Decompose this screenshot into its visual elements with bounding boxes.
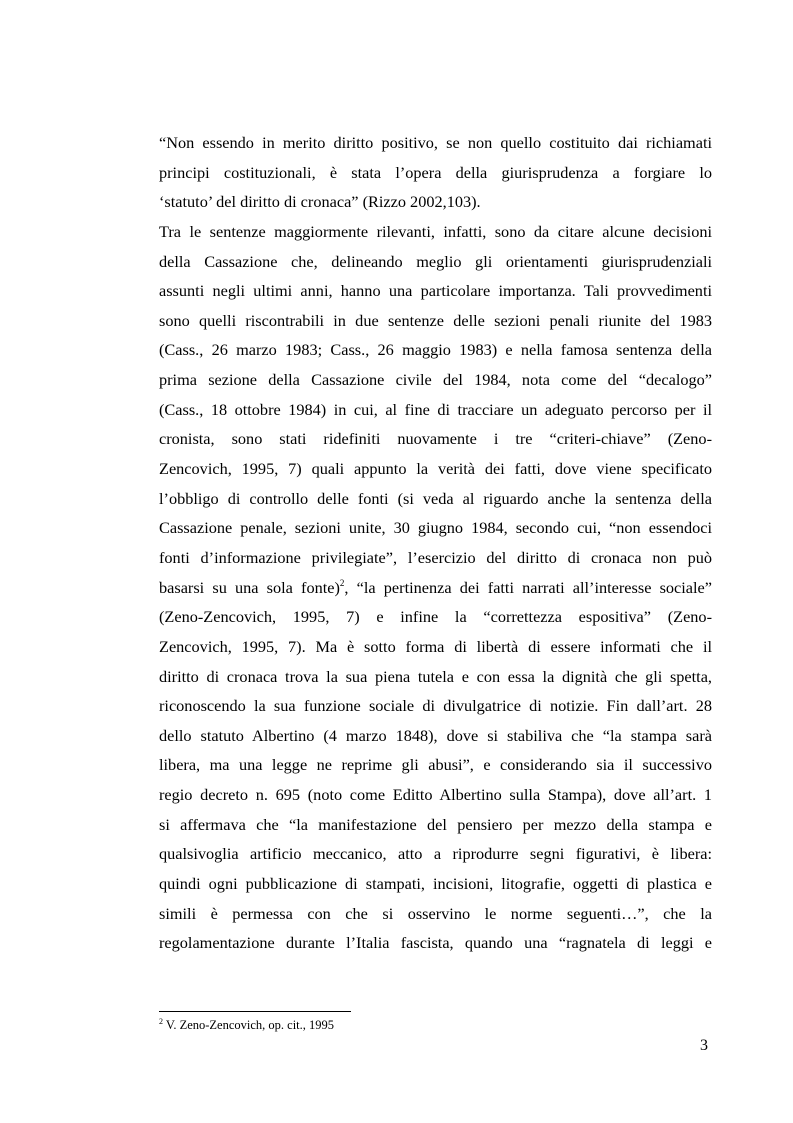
text-line-content: ‘statuto’ del diritto di cronaca” (Rizzo 2002,103).	[159, 192, 481, 212]
text-line-content: si affermava che “la manifestazione del pensiero per mezzo della stampa e	[159, 814, 712, 834]
text-line-content: regio decreto n. 695 (noto come Editto Albertino sulla Stampa), dove all’art. 1	[159, 785, 712, 805]
text-line-content: sono quelli riscontrabili in due sentenze delle sezioni penali riunite del 1983	[159, 310, 712, 330]
text-line	[159, 513, 712, 543]
text-line	[159, 187, 712, 217]
text-line-content: dello statuto Albertino (4 marzo 1848), dove si stabiliva che “la stampa sarà	[159, 725, 712, 745]
text-line	[159, 721, 712, 751]
text-line-content: Tra le sentenze maggiormente rilevanti, infatti, sono da citare alcune decisioni	[159, 221, 712, 241]
text-line-content: cronista, sono stati ridefiniti nuovamente i tre “criteri-chiave” (Zeno-	[159, 429, 712, 449]
text-line	[159, 899, 712, 929]
text-line	[159, 335, 712, 365]
footnote-separator	[159, 1011, 351, 1012]
text-line-content: della Cassazione che, delineando meglio gli orientamenti giurisprudenziali	[159, 251, 712, 271]
text-line	[159, 306, 712, 336]
text-line-content: quindi ogni pubblicazione di stampati, incisioni, litografie, oggetti di plastica e	[159, 874, 712, 894]
text-line	[159, 750, 712, 780]
text-line	[159, 128, 712, 158]
text-line-content: Cassazione penale, sezioni unite, 30 giugno 1984, secondo cui, “non essendoci	[159, 518, 712, 538]
text-line	[159, 602, 712, 632]
text-line-content: (Cass., 18 ottobre 1984) in cui, al fine di tracciare un adeguato percorso per il	[159, 399, 712, 419]
text-line	[159, 424, 712, 454]
text-line	[159, 662, 712, 692]
text-line	[159, 484, 712, 514]
text-line	[159, 158, 712, 188]
footnote-reference: 2	[339, 577, 345, 588]
text-line-content: regolamentazione durante l’Italia fascista, quando una “ragnatela di leggi e	[159, 933, 712, 953]
footnote-text: V. Zeno-Zencovich, op. cit., 1995	[163, 1018, 335, 1032]
text-line-content: riconoscendo la sua funzione sociale di divulgatrice di notizie. Fin dall’art. 28	[159, 696, 712, 716]
text-line	[159, 365, 712, 395]
text-line-content: fonti d’informazione privilegiate”, l’esercizio del diritto di cronaca non può	[159, 547, 712, 567]
text-line-content: simili è permessa con che si osservino le norme seguenti…”, che la	[159, 903, 712, 923]
text-line-content: qualsivoglia artificio meccanico, atto a riprodurre segni figurativi, è libera:	[159, 844, 712, 864]
text-line	[159, 632, 712, 662]
text-line	[159, 869, 712, 899]
text-line	[159, 454, 712, 484]
text-line	[159, 780, 712, 810]
text-line-content: “Non essendo in merito diritto positivo, se non quello costituito dai richiamati	[159, 133, 712, 152]
text-line-content: diritto di cronaca trova la sua piena tutela e con essa la dignità che gli spetta,	[159, 666, 712, 686]
text-line	[159, 691, 712, 721]
text-line-continuation: , “la pertinenza dei fatti narrati all’interesse sociale”	[344, 577, 713, 597]
text-line	[159, 543, 712, 573]
text-line	[159, 573, 712, 603]
text-line-content: assunti negli ultimi anni, hanno una particolare importanza. Tali provvedimenti	[159, 281, 712, 301]
text-line-content: Zencovich, 1995, 7). Ma è sotto forma di libertà di essere informati che il	[159, 636, 712, 656]
text-line-content: principi costituzionali, è stata l’opera della giurisprudenza a forgiare lo	[159, 162, 712, 182]
footnote-marker: 2	[159, 1017, 163, 1026]
text-line	[159, 217, 712, 247]
footnote	[159, 1018, 334, 1033]
text-line	[159, 810, 712, 840]
text-line-content: libera, ma una legge ne reprime gli abusi”, e considerando sia il successivo	[159, 755, 712, 775]
text-line	[159, 395, 712, 425]
page-number: 3	[700, 1037, 708, 1054]
text-line-content: (Cass., 26 marzo 1983; Cass., 26 maggio 1983) e nella famosa sentenza della	[159, 340, 712, 360]
text-line-content: (Zeno-Zencovich, 1995, 7) e infine la “correttezza espositiva” (Zeno-	[159, 607, 712, 627]
body-text	[159, 128, 712, 958]
text-line	[159, 928, 712, 958]
text-line-content: l’obbligo di controllo delle fonti (si veda al riguardo anche la sentenza della	[159, 488, 712, 508]
text-line	[159, 839, 712, 869]
text-line	[159, 247, 712, 277]
text-line	[159, 276, 712, 306]
text-line-content: Zencovich, 1995, 7) quali appunto la verità dei fatti, dove viene specificato	[159, 459, 712, 479]
text-line-content: prima sezione della Cassazione civile del 1984, nota come del “decalogo”	[159, 370, 712, 390]
text-line-content: basarsi su una sola fonte)	[159, 577, 340, 597]
